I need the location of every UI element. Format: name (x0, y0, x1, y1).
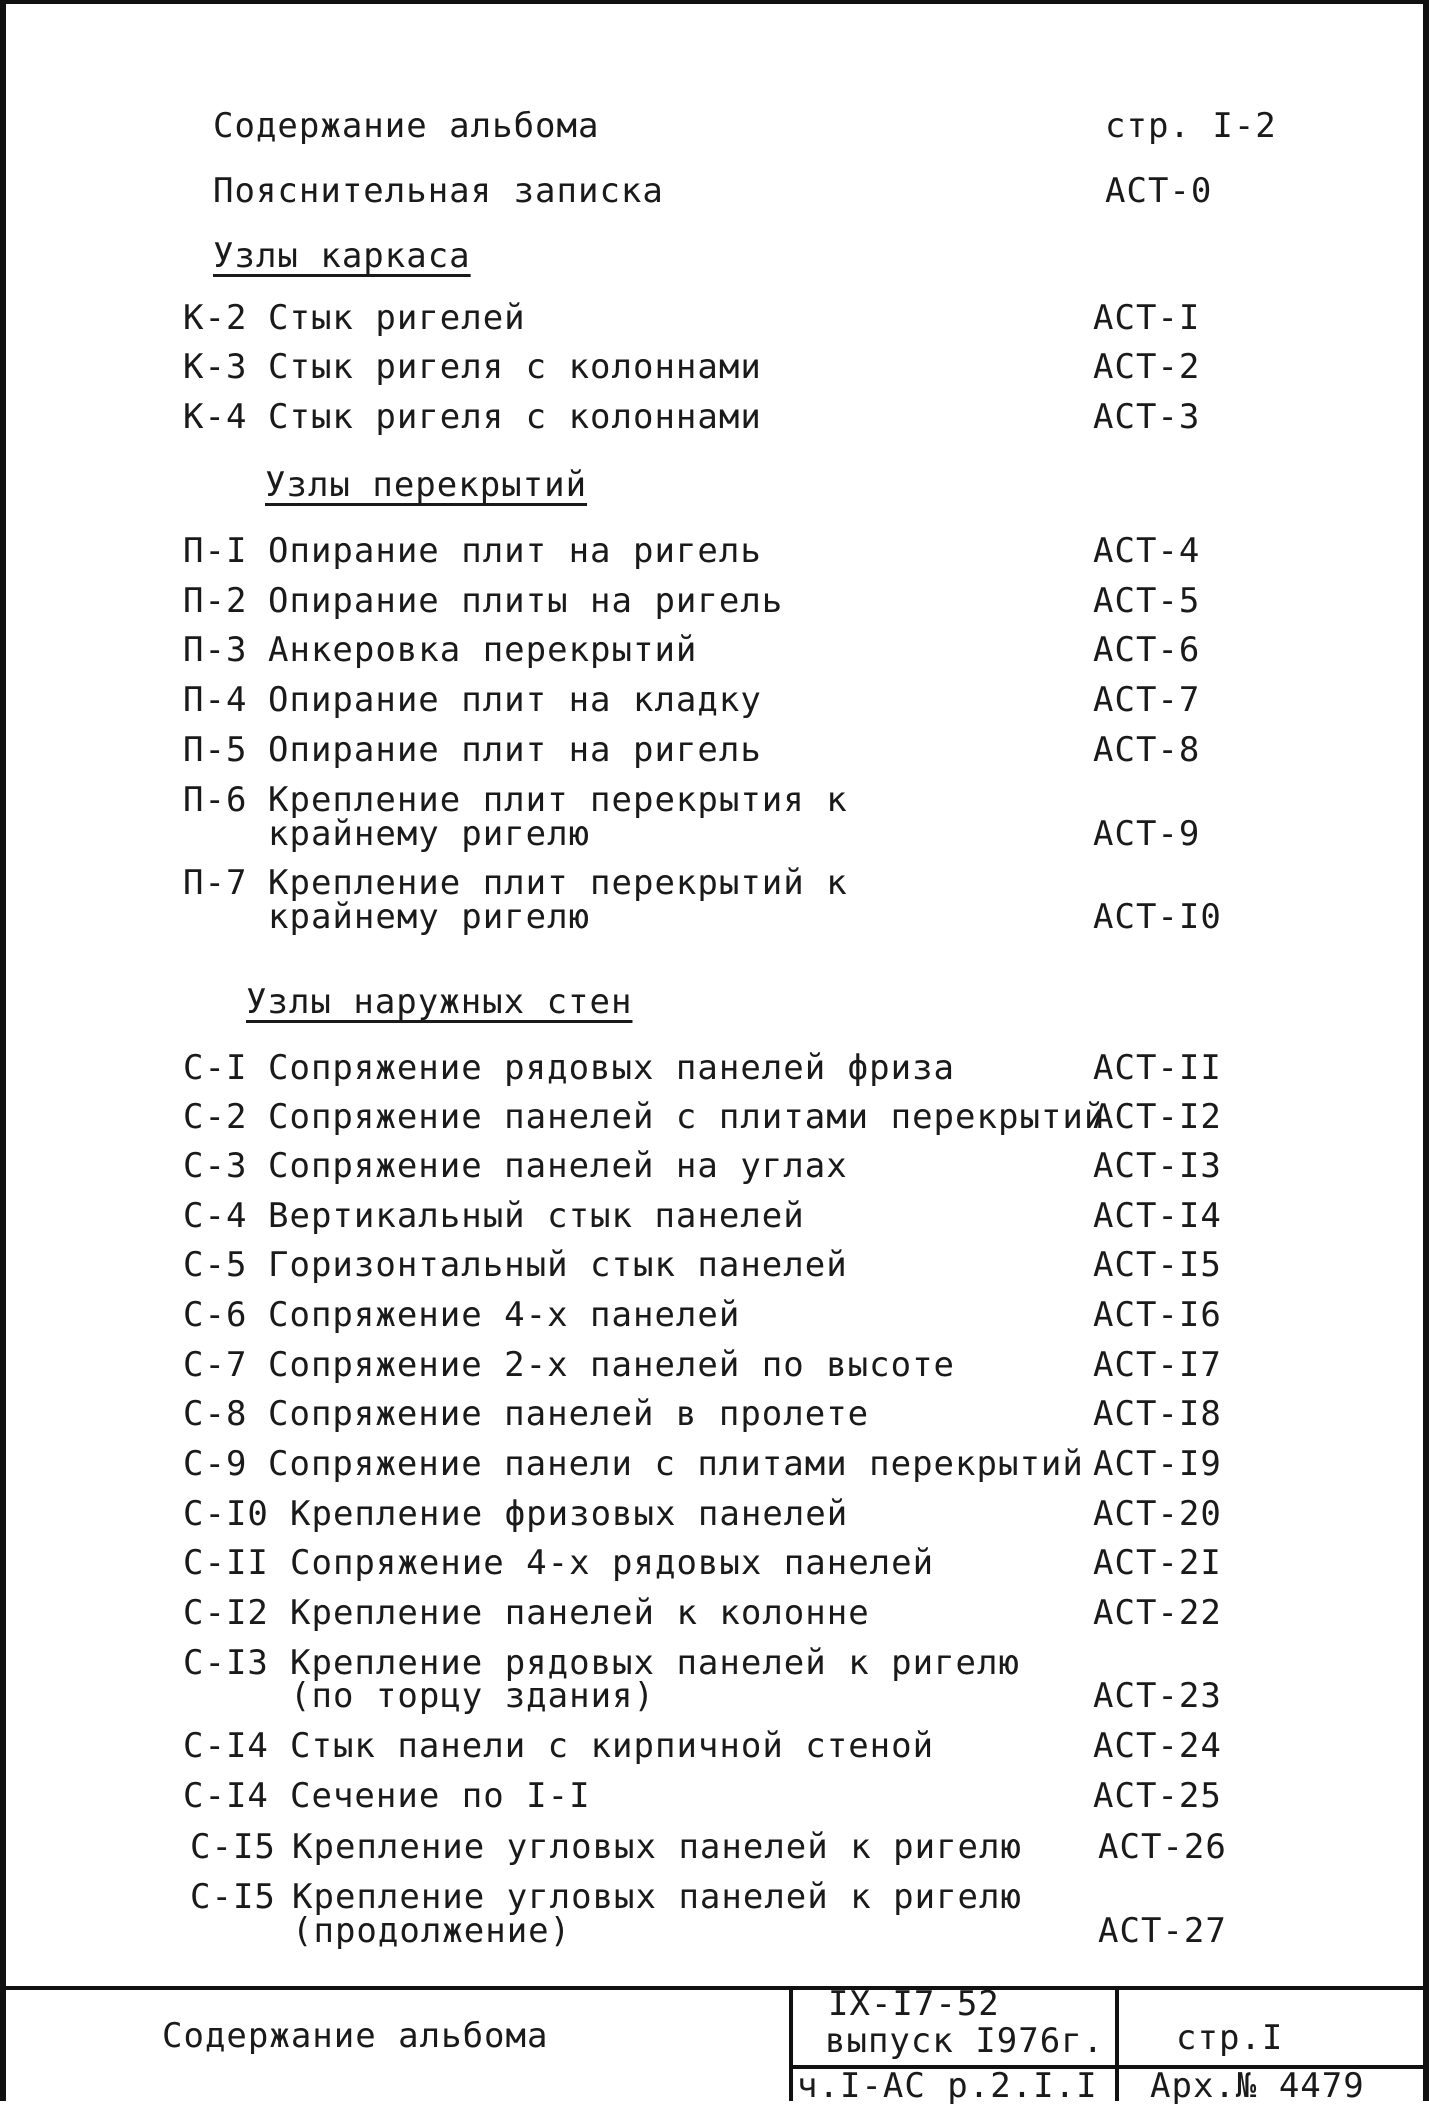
page-right-border (1423, 0, 1429, 2101)
item-ref: АСТ-25 (1093, 1776, 1222, 1816)
item-code: П-5 (183, 730, 248, 770)
stamp-archive: Арх.№ 4479 (1150, 2066, 1365, 2106)
item-title: Сопряжение 2-х панелей по высоте (268, 1345, 956, 1385)
item-ref: АСТ-26 (1098, 1827, 1227, 1867)
section-heading-walls: Узлы наружных стен (246, 982, 633, 1022)
item-ref: АСТ-7 (1093, 680, 1201, 720)
item-title: Крепление плит перекрытий к (268, 863, 848, 903)
item-title-continuation: крайнему ригелю (268, 897, 591, 937)
item-code: С-8 (183, 1394, 248, 1434)
item-code: С-7 (183, 1345, 248, 1385)
item-code: С-9 (183, 1444, 248, 1484)
note-ref: АСТ-0 (1105, 171, 1213, 211)
item-code: С-II (183, 1543, 269, 1583)
item-ref: АСТ-I4 (1093, 1196, 1222, 1236)
item-title: Опирание плит на ригель (268, 531, 762, 571)
item-title: Анкеровка перекрытий (268, 630, 698, 670)
item-code: С-5 (183, 1245, 248, 1285)
item-ref: АСТ-I3 (1093, 1146, 1222, 1186)
item-title: Сопряжение 4-х панелей (268, 1295, 741, 1335)
item-ref: АСТ-23 (1093, 1676, 1222, 1716)
item-code: К-2 (183, 298, 248, 338)
item-title: Стык панели с кирпичной стеной (290, 1726, 935, 1766)
item-title: Крепление угловых панелей к ригелю (292, 1827, 1022, 1867)
item-code: С-2 (183, 1097, 248, 1137)
item-code: С-I4 (183, 1726, 269, 1766)
item-ref: АСТ-6 (1093, 630, 1201, 670)
item-ref: АСТ-2 (1093, 347, 1201, 387)
stamp-divider-1 (789, 1986, 793, 2101)
item-ref: АСТ-3 (1093, 397, 1201, 437)
item-code: С-4 (183, 1196, 248, 1236)
item-code: П-4 (183, 680, 248, 720)
item-ref: АСТ-I (1093, 298, 1201, 338)
item-ref: АСТ-8 (1093, 730, 1201, 770)
item-title: Горизонтальный стык панелей (268, 1245, 848, 1285)
stamp-issue: выпуск I976г. (825, 2021, 1105, 2061)
contents-page: стр. I-2 (1105, 106, 1277, 146)
item-code: С-I5 (190, 1827, 276, 1867)
item-code: К-3 (183, 347, 248, 387)
item-code: П-2 (183, 581, 248, 621)
item-ref: АСТ-5 (1093, 581, 1201, 621)
item-ref: АСТ-I9 (1093, 1444, 1222, 1484)
item-title: Сопряжение 4-х рядовых панелей (290, 1543, 935, 1583)
item-ref: АСТ-9 (1093, 814, 1201, 854)
item-code: С-3 (183, 1146, 248, 1186)
item-ref: АСТ-II (1093, 1048, 1222, 1088)
item-code: П-7 (183, 863, 248, 903)
item-code: С-I5 (190, 1877, 276, 1917)
item-code: С-I0 (183, 1494, 269, 1534)
item-ref: АСТ-I6 (1093, 1295, 1222, 1335)
item-code: П-6 (183, 780, 248, 820)
item-title: Опирание плит на кладку (268, 680, 762, 720)
item-ref: АСТ-I5 (1093, 1245, 1222, 1285)
item-title-continuation: (продолжение) (292, 1911, 572, 1951)
item-ref: АСТ-27 (1098, 1911, 1227, 1951)
item-title: Сечение по I-I (290, 1776, 591, 1816)
item-code: П-I (183, 531, 248, 571)
item-code: С-I3 (183, 1643, 269, 1683)
item-ref: АСТ-I0 (1093, 897, 1222, 937)
stamp-series: IX-I7-52 (828, 1984, 1000, 2024)
item-ref: АСТ-I7 (1093, 1345, 1222, 1385)
stamp-divider-2 (1115, 1986, 1119, 2101)
item-code: С-6 (183, 1295, 248, 1335)
item-title: Крепление плит перекрытия к (268, 780, 848, 820)
item-code: С-I4 (183, 1776, 269, 1816)
stamp-title: Содержание альбома (162, 2016, 549, 2056)
item-title: Крепление рядовых панелей к ригелю (290, 1643, 1020, 1683)
item-title: Опирание плиты на ригель (268, 581, 784, 621)
item-title: Сопряжение рядовых панелей фриза (268, 1048, 956, 1088)
item-title: Сопряжение панелей в пролете (268, 1394, 870, 1434)
note-title: Пояснительная записка (213, 171, 664, 211)
item-ref: АСТ-I8 (1093, 1394, 1222, 1434)
item-ref: АСТ-4 (1093, 531, 1201, 571)
item-title: Сопряжение панелей на углах (268, 1146, 848, 1186)
stamp-top-border (0, 1986, 1429, 1990)
contents-title: Содержание альбома (213, 106, 600, 146)
item-ref: АСТ-20 (1093, 1494, 1222, 1534)
item-ref: АСТ-22 (1093, 1593, 1222, 1633)
item-title: Крепление панелей к колонне (290, 1593, 870, 1633)
item-title: Стык ригеля с колоннами (268, 347, 762, 387)
item-code: С-I2 (183, 1593, 269, 1633)
page-top-border (0, 0, 1429, 4)
item-title: Стык ригелей (268, 298, 526, 338)
item-code: П-3 (183, 630, 248, 670)
item-title: Крепление фризовых панелей (290, 1494, 849, 1534)
page-left-border (0, 0, 6, 2101)
item-title-continuation: крайнему ригелю (268, 814, 591, 854)
stamp-part: ч.I-АС р.2.I.I (797, 2066, 1098, 2106)
item-title: Крепление угловых панелей к ригелю (292, 1877, 1022, 1917)
item-title: Сопряжение панели с плитами перекрытий (268, 1444, 1084, 1484)
item-title: Сопряжение панелей с плитами перекрытий (268, 1097, 1106, 1137)
item-title: Вертикальный стык панелей (268, 1196, 805, 1236)
item-code: С-I (183, 1048, 248, 1088)
item-ref: АСТ-24 (1093, 1726, 1222, 1766)
item-ref: АСТ-2I (1093, 1543, 1222, 1583)
section-heading-floors: Узлы перекрытий (265, 465, 588, 505)
item-title: Опирание плит на ригель (268, 730, 762, 770)
item-ref: АСТ-I2 (1093, 1097, 1222, 1137)
item-title: Стык ригеля с колоннами (268, 397, 762, 437)
item-title-continuation: (по торцу здания) (290, 1676, 655, 1716)
section-heading-frame: Узлы каркаса (213, 236, 471, 276)
stamp-page: стр.I (1176, 2018, 1284, 2058)
item-code: К-4 (183, 397, 248, 437)
